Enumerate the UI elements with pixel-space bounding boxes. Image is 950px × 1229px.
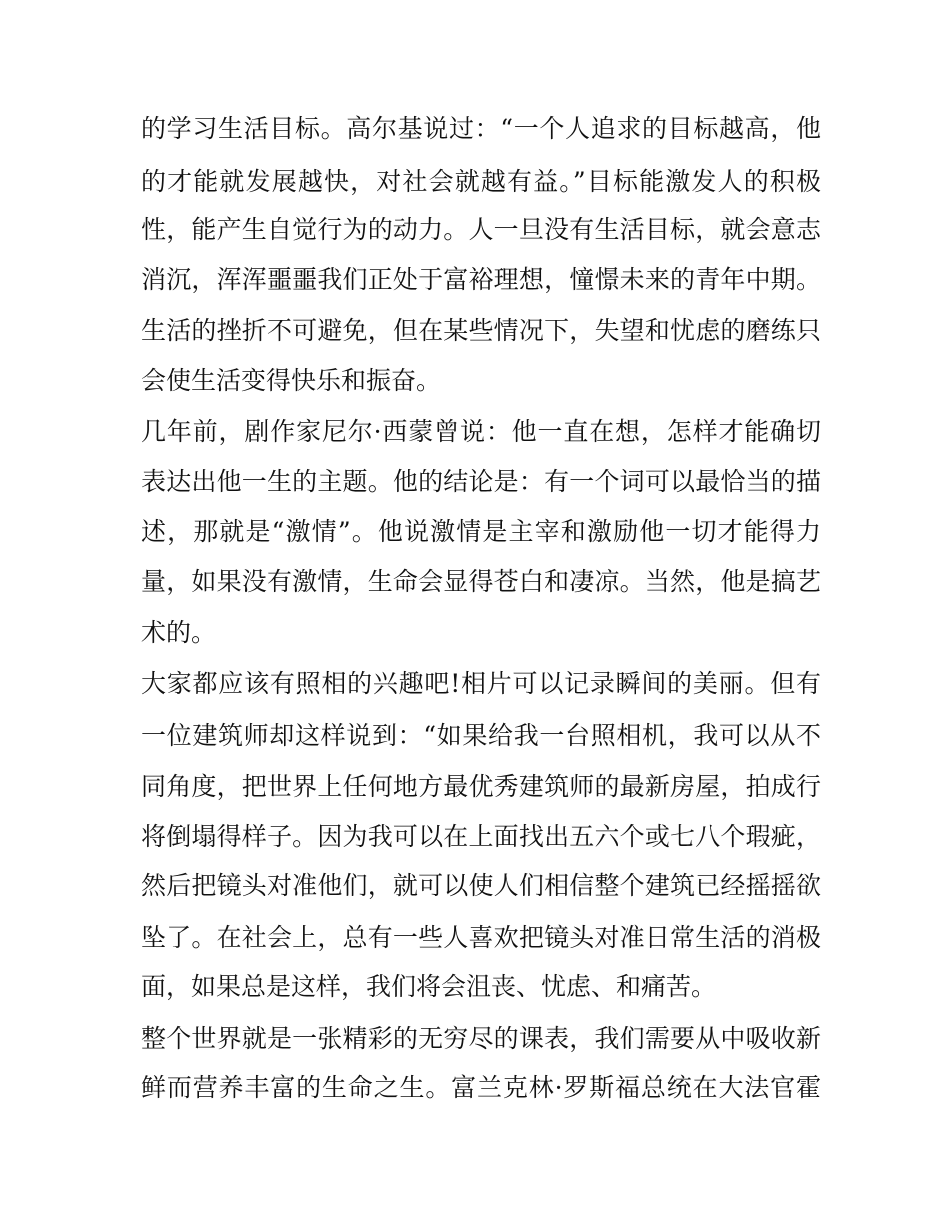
text-line: 整个世界就是一张精彩的无穷尽的课表，我们需要从中吸收新 xyxy=(141,1024,821,1053)
text-line: 同角度，把世界上任何地方最优秀建筑师的最新房屋，拍成行 xyxy=(141,772,821,801)
text-line: 坠了。在社会上，总有一些人喜欢把镜头对准日常生活的消极 xyxy=(141,923,821,952)
text-line: 会使生活变得快乐和振奋。 xyxy=(141,366,442,395)
text-line: 将倒塌得样子。因为我可以在上面找出五六个或七八个瑕疵， xyxy=(141,822,821,851)
text-line: 一位建筑师却这样说到：“如果给我一台照相机，我可以从不 xyxy=(141,721,821,750)
text-line: 述，那就是“激情”。他说激情是主宰和激励他一切才能得力 xyxy=(141,517,821,546)
text-line: 表达出他一生的主题。他的结论是：有一个词可以最恰当的描 xyxy=(141,467,821,496)
text-line: 面，如果总是这样，我们将会沮丧、忧虑、和痛苦。 xyxy=(141,972,717,1001)
text-line: 鲜而营养丰富的生命之生。富兰克林·罗斯福总统在大法官霍 xyxy=(141,1073,821,1102)
text-line: 大家都应该有照相的兴趣吧!相片可以记录瞬间的美丽。但有 xyxy=(141,669,821,698)
text-line: 量，如果没有激情，生命会显得苍白和凄凉。当然，他是搞艺 xyxy=(141,567,821,596)
text-line: 然后把镜头对准他们，就可以使人们相信整个建筑已经摇摇欲 xyxy=(141,871,821,900)
text-line: 生活的挫折不可避免，但在某些情况下，失望和忧虑的磨练只 xyxy=(141,316,821,345)
text-line: 术的。 xyxy=(141,618,217,647)
text-line: 的才能就发展越快，对社会就越有益。”目标能激发人的积极 xyxy=(141,167,821,196)
text-line: 的学习生活目标。高尔基说过：“一个人追求的目标越高，他 xyxy=(141,114,821,143)
text-line: 几年前，剧作家尼尔·西蒙曾说：他一直在想，怎样才能确切 xyxy=(141,417,821,446)
text-line: 性，能产生自觉行为的动力。人一旦没有生活目标，就会意志 xyxy=(141,215,821,244)
text-line: 消沉，浑浑噩噩我们正处于富裕理想，憧憬未来的青年中期。 xyxy=(141,265,821,294)
